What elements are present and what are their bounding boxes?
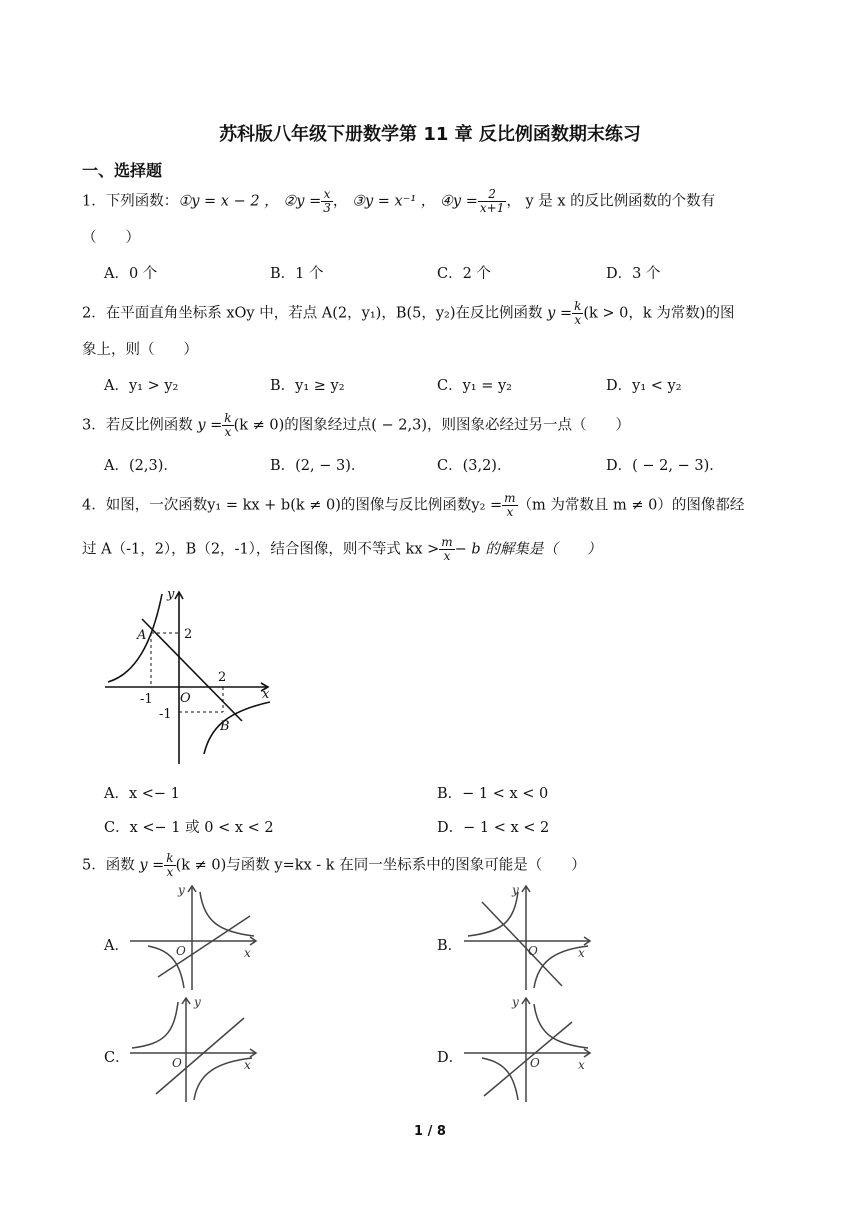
q3-option-c: C．(3,2)． (437, 458, 512, 474)
q2-option-b: B．y₁ ≥ y₂ (270, 378, 345, 394)
q1-sep-2: ， (332, 193, 348, 210)
q5-c-x-label: x (244, 1058, 251, 1072)
q1-func-3: ③y = x⁻¹ ， (352, 193, 436, 210)
q4-option-b: B．− 1 < x < 0 (437, 786, 549, 802)
q5-graph-a (128, 882, 260, 994)
q3-func: y = (197, 417, 223, 434)
q1-func-1: ①y = x − 2 ， (178, 193, 279, 210)
q1-line2: （ ） (82, 230, 140, 246)
q4-option-d: D．− 1 < x < 2 (437, 820, 550, 836)
q2-option-c: C．y₁ = y₂ (437, 378, 512, 394)
q4-ineq-frac: $\frac{m}{x}$ (441, 535, 453, 563)
q5-option-b: B． (437, 938, 463, 954)
q5-option-c: C． (104, 1050, 130, 1066)
q1-func-4: ④y = (439, 193, 478, 210)
q4-graph-point-a: A (137, 628, 147, 643)
q1-frac-2: $\frac{x}{3}$ (323, 187, 331, 215)
q2-func: y = (547, 305, 573, 322)
q3-frac: $\frac{k}{x}$ (224, 411, 232, 439)
q1-func-2: ②y = (283, 193, 322, 210)
q4-line1-pre: 4．如图，一次函数y₁ = kx + b(k ≠ 0)的图像与反比例函数y₂ = (82, 497, 503, 514)
q3-option-b: B．(2, − 3)． (270, 458, 366, 474)
q5-a-x-label: x (244, 946, 251, 960)
q4-graph-tick-2x: 2 (218, 670, 227, 685)
q4-line2-post: − b 的解集是（ ） (454, 541, 602, 558)
question-4 (82, 492, 782, 519)
q5-d-y-label: y (512, 995, 519, 1009)
q1-prefix: 1．下列函数： (82, 193, 179, 210)
q4-line1-post: （m 为常数且 m ≠ 0）的图像都经 (517, 497, 745, 514)
q2-option-d: D．y₁ < y₂ (606, 378, 682, 394)
q5-d-origin: O (530, 1056, 540, 1070)
page-title: 苏科版八年级下册数学第 11 章 反比例函数期末练习 (219, 124, 641, 145)
q4-graph-tick-neg1y: -1 (159, 707, 172, 722)
q2-frac: $\frac{k}{x}$ (574, 299, 582, 327)
q5-option-a: A． (104, 938, 129, 954)
q2-option-a: A．y₁ > y₂ (104, 378, 179, 394)
q4-line2-pre: 过 A（-1，2），B（2，-1），结合图像，则不等式 kx > (82, 541, 440, 558)
q5-func: y = (139, 857, 165, 874)
q4-graph (100, 584, 275, 769)
q4-graph-y-label: y (167, 587, 175, 602)
q1-option-c: C．2 个 (437, 266, 491, 282)
q5-graph-c (128, 994, 260, 1106)
q3-option-d: D．( − 2, − 3)． (606, 458, 724, 474)
q1-option-a: A．0 个 (104, 266, 158, 282)
q5-frac: $\frac{k}{x}$ (166, 851, 174, 879)
q1-sep-4: ， (506, 193, 521, 210)
q4-graph-tick-2y: 2 (184, 627, 193, 642)
q1-suffix: y 是 x 的反比例函数的个数有 (525, 193, 716, 210)
q1-option-d: D．3 个 (606, 266, 661, 282)
q5-d-x-label: x (578, 1058, 585, 1072)
question-2 (82, 300, 782, 327)
q4-option-c: C．x <− 1 或 0 < x < 2 (104, 820, 274, 836)
q2-line1-pre: 2．在平面直角坐标系 xOy 中，若点 A(2，y₁)，B(5，y₂)在反比例函数 (82, 305, 543, 322)
q5-post: (k ≠ 0)与函数 y=kx - k 在同一坐标系中的图象可能是（ ） (175, 857, 586, 874)
q4-graph-x-label: x (262, 687, 270, 702)
q5-a-y-label: y (178, 883, 185, 897)
q5-a-origin: O (176, 944, 186, 958)
q5-c-origin: O (172, 1056, 182, 1070)
q3-option-a: A．(2,3)． (104, 458, 178, 474)
q5-c-y-label: y (194, 995, 201, 1009)
q5-b-x-label: x (578, 946, 585, 960)
question-3 (82, 412, 782, 439)
q4-frac: $\frac{m}{x}$ (504, 491, 516, 519)
q4-option-a: A．x <− 1 (104, 786, 180, 802)
q3-post: (k ≠ 0)的图象经过点( − 2,3)，则图象必经过另一点（ ） (233, 417, 631, 434)
q5-b-y-label: y (512, 883, 519, 897)
q5-option-d: D． (437, 1050, 464, 1066)
q5-pre: 5．函数 (82, 857, 135, 874)
q4-graph-origin: O (180, 691, 191, 706)
q2-line1-post: (k > 0，k 为常数)的图 (583, 305, 735, 322)
page-number: 1 / 8 (414, 1124, 446, 1139)
section-heading: 一、选择题 (82, 161, 163, 180)
q5-graph-d (462, 994, 594, 1106)
q4-graph-tick-neg1x: -1 (140, 692, 153, 707)
q5-b-origin: O (528, 944, 538, 958)
q1-frac-4: $\frac{2}{x+1}$ (479, 187, 505, 215)
q4-graph-point-b: B (220, 719, 230, 734)
q2-line2: 象上，则（ ） (82, 342, 198, 358)
question-5 (82, 852, 782, 879)
q4-line2 (82, 536, 782, 563)
q3-pre: 3．若反比例函数 (82, 417, 193, 434)
q5-graph-b (462, 882, 594, 994)
q1-option-b: B．1 个 (270, 266, 324, 282)
question-1 (82, 188, 782, 215)
